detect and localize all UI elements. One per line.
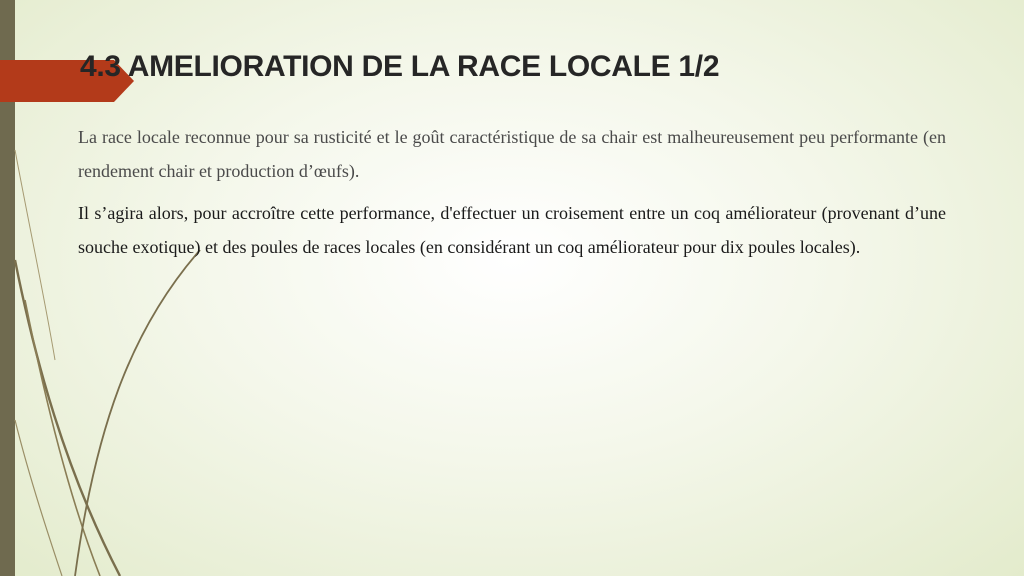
slide-body <box>78 120 946 272</box>
slide-title: 4.3 AMELIORATION DE LA RACE LOCALE 1/2 <box>80 50 720 83</box>
vine-line-5 <box>15 150 55 360</box>
vine-line-1 <box>15 260 120 576</box>
vine-line-4 <box>15 420 62 576</box>
vine-line-3 <box>75 250 200 576</box>
vine-line-2 <box>25 300 100 576</box>
paragraph-2: Il s’agira alors, pour accroître cette performance, d'effectuer un croisement entre un coq améliorateur (provenant d’une souche exotique) et des poules de races locales (en considérant un coq améliorateur pour dix poules locales). <box>78 203 946 257</box>
paragraph-1: La race locale reconnue pour sa rusticité et le goût caractéristique de sa chair est malheureusement peu performante (en rendement chair et production d’œufs). <box>78 127 946 181</box>
